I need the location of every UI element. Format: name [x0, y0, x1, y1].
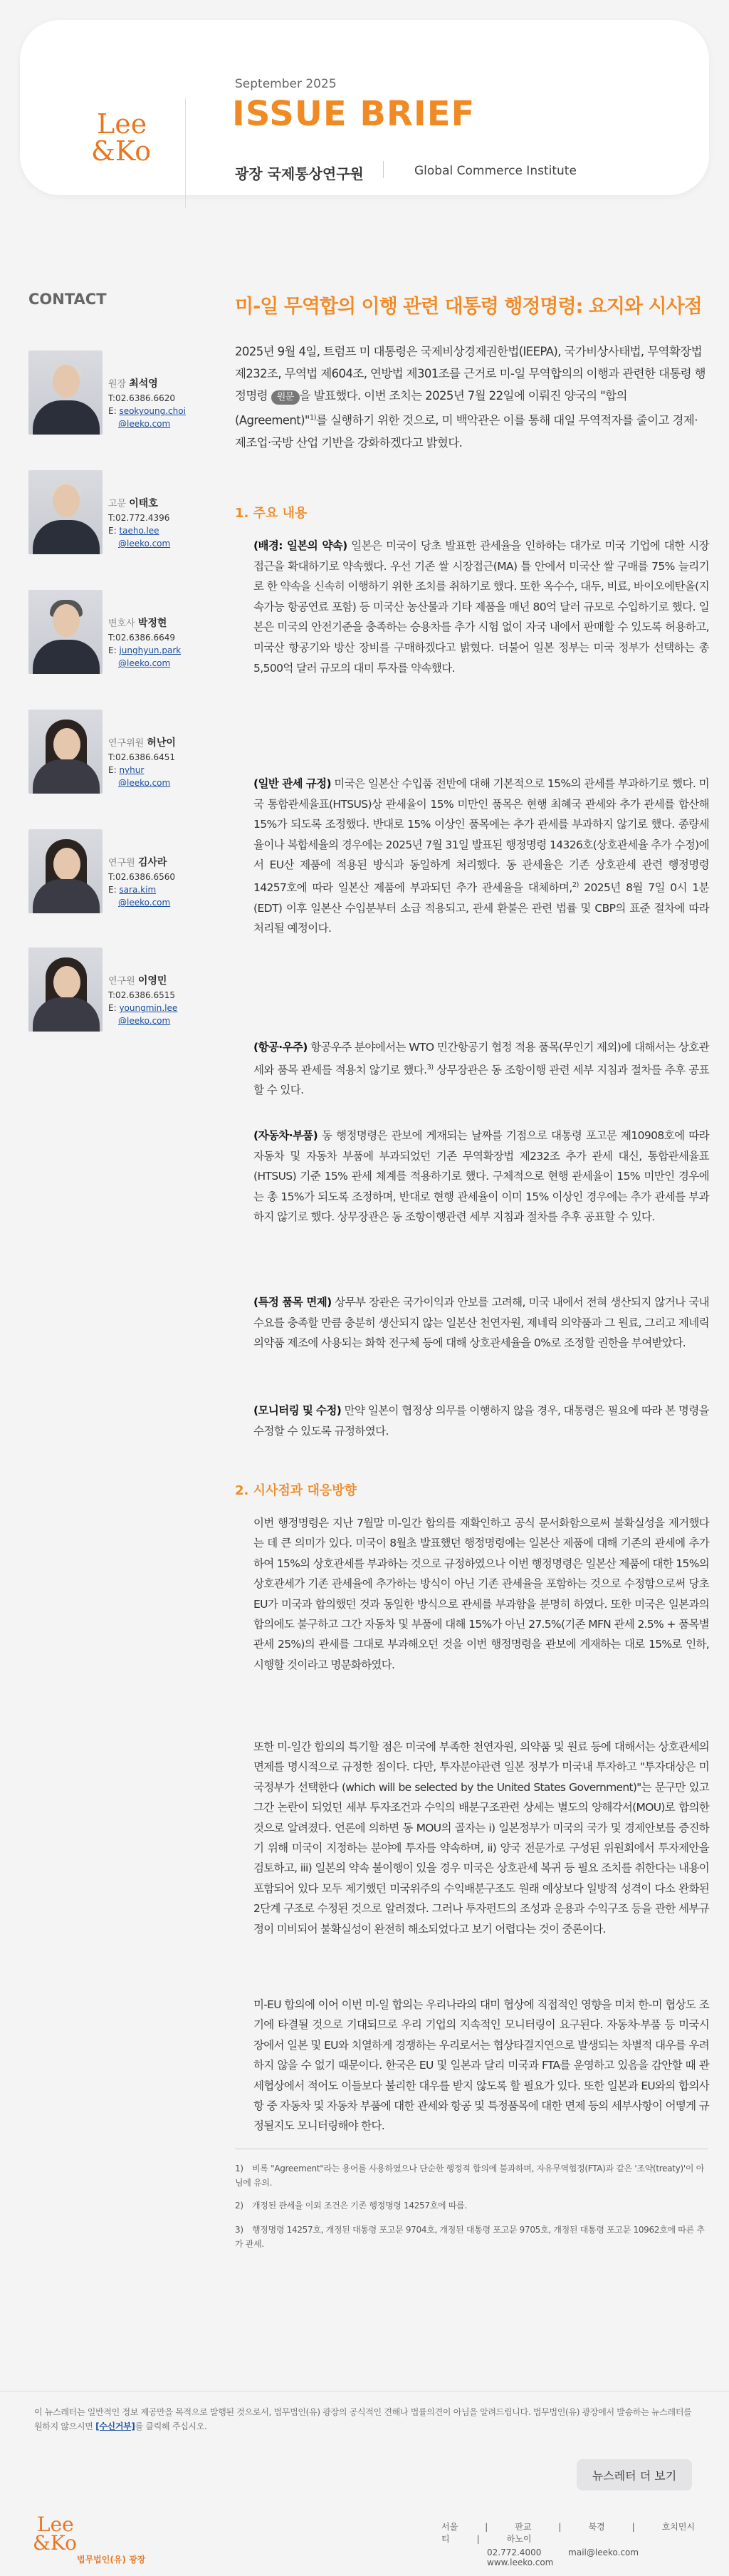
- lead-paragraph: [235, 341, 708, 454]
- firm-name: 법무법인(유) 광장: [77, 2555, 146, 2565]
- contact-role: 연구원: [108, 858, 138, 868]
- section-heading-1: 1. 주요 내용: [235, 506, 308, 521]
- contact-tel: T:02.6386.6515: [108, 990, 176, 1000]
- contact-role-name: [108, 616, 167, 630]
- disclaimer-text-tail: 를 클릭해 주십시오.: [135, 2421, 207, 2431]
- footnote-3: [235, 2223, 708, 2251]
- office-list: [441, 2520, 729, 2545]
- contact-email-domain[interactable]: @leeko.com: [118, 898, 171, 908]
- paragraph-body: 만약 일본이 협정상 의무를 이행하지 않을 경우, 대통령은 필요에 따라 본 명령을 수정할 수 있도록 규정하였다.: [253, 1404, 709, 1438]
- contact-tel: T:02.6386.6560: [108, 872, 176, 882]
- paragraph-body-tail: 상무장관은 동 조항이행 관련 세부 지침과 절차를 추후 공표할 수 있다.: [253, 1063, 709, 1097]
- firm-contacts: [487, 2548, 729, 2567]
- contact-email[interactable]: E: youngmin.lee: [108, 1003, 178, 1013]
- contact-name: 박정현: [137, 618, 167, 629]
- avatar: [28, 829, 103, 913]
- contact-role-name: [108, 973, 167, 987]
- contact-role: 연구원: [108, 976, 138, 987]
- contact-name: 이태호: [129, 498, 158, 509]
- contact-tel: T:02.6386.6620: [108, 393, 176, 403]
- office-item[interactable]: 하노이: [506, 2534, 532, 2544]
- footer-logo-text-1: Lee: [37, 2513, 74, 2536]
- footnote-ref-3: 3): [426, 1063, 434, 1071]
- paragraph-body: 항공우주 분야에서는 WTO 민간항공기 협정 적용 품목(무인기 제외)에 대해서는 상호관세와 품목 관세를 적용치 않기로 했다.: [253, 1041, 709, 1076]
- paragraph-body: 미국은 일본산 수입품 전반에 대해 기본적으로 15%의 관세를 부과하기로 했다. 미국 통합관세율표(HTSUS)상 관세율이 15% 미만인 품목은 현행 최혜국 관세와 추가 관세를 합산해 15%가 되도록 조정했다. 반대로 15% 이상인 품목에는 추가 관세를 부과하지 않기로 했다. 종량세율이나 복합세율의 경우에는 2025년 7월 31일 발표된 행정명령 14326호(상호관세율 추가 수정)에서 EU산 제품에 적용된 방식과 동일하게 처리했다. 동 관세율은 기존 상호관세 관련 행정명령 14257호에 따라 일본산 제품에 부과되던 추가 관세율을 대체하며,: [253, 777, 709, 895]
- paragraph-body: 일본은 미국이 당초 발표한 관세율을 인하하는 대가로 미국 기업에 대한 시장 접근을 확대하기로 약속했다. 우선 기존 쌀 시장접근(MA) 틀 안에서 미국산 쌀 구매를 75% 늘리기로 한 약속을 신속히 이행하기 위한 조치를 취하기로 했다. 또한 옥수수, 대두, 비료, 바이오에탄올(지속가능 항공연료 포함) 등 미국산 농산물과 기타 제품을 매년 80억 달러 규모로 수입하기로 했다. 일본은 미국의 안전기준을 충족하는 승용차를 추가 시험 없이 자국 내에서 판매할 수 있도록 허용하고, 미국산 항공기와 방산 장비를 구매하겠다고 밝혔다. 더불어 일본 정부는 미국 정부가 선택하는 총 5,500억 달러 규모의 대미 투자를 약속했다.: [253, 539, 709, 675]
- avatar: [28, 590, 103, 674]
- footer-logo-text-2: &Ko: [33, 2531, 77, 2555]
- footnote-text: 행정명령 14257호, 개정된 대통령 포고문 9704호, 개정된 대통령 포고문 9705호, 개정된 대통령 포고문 10962호에 따른 추가 관세.: [235, 2225, 705, 2249]
- office-separator: |: [485, 2522, 488, 2532]
- institute-name: 광장 국제통상연구원: [235, 165, 364, 182]
- logo-text-2: &Ko: [91, 135, 152, 167]
- paragraph-aerospace: [253, 1037, 709, 1101]
- contact-tel: T:02.772.4396: [108, 513, 170, 523]
- avatar: [28, 710, 103, 794]
- contact-email[interactable]: E: seokyoung.choi: [108, 406, 186, 416]
- paragraph-head: (배경: 일본의 약속): [253, 539, 347, 552]
- contact-card: [28, 829, 206, 922]
- contact-role-name: [108, 735, 176, 749]
- contact-email[interactable]: E: taeho.lee: [108, 526, 159, 536]
- footnote-number: 1): [235, 2164, 243, 2174]
- footnote-1: [235, 2161, 708, 2190]
- lead-text-a: 2025년 9월 4일, 트럼프 미 대통령은 국제비상경제권한법(IEEPA), 국가비상사태법, 무역확장법 제232조, 무역법 제604조, 연방법 제301조를 근거로 미-일 무역합의의 이행과 관련한 대통령 행정명령: [235, 345, 706, 402]
- office-item[interactable]: 판교: [515, 2522, 532, 2532]
- footnote-text: 개정된 관세율 이외 조건은 기존 행정명령 14257호에 따름.: [252, 2201, 467, 2211]
- paragraph-implications-1: 이번 행정명령은 지난 7월말 미-일간 합의를 재확인하고 공식 문서화함으로써 불확실성을 제거했다는 데 큰 의미가 있다. 미국이 8월초 발표했던 행정명령에는 일본산 제품에 대해 기존의 관세에 추가하여 15%의 상호관세를 부과하는 것으로 규정하였으나 이번 행정명령은 일본산 제품에 대한 15%의 상호관세가 기존 관세율에 추가하는 방식이 아닌 기존 관세율을 포함하는 것으로 수정함으로써 당초 EU가 미국과 합의했던 것과 동일한 방식으로 관세를 부과함을 분명히 하였다. 또한 미국은 일본과의 합의에도 불구하고 그간 자동차 및 부품에 대해 15%가 아닌 27.5%(기존 MFN 관세 2.5% + 품목별관세 25%)의 관세를 그대로 부과해오던 것을 이번 행정명령을 관보에 게재하는 대로 15%로 인하, 시행할 것이라고 명문화하였다.: [253, 1517, 709, 1671]
- paragraph-body: 상무부 장관은 국가이익과 안보를 고려해, 미국 내에서 전혀 생산되지 않거나 국내 수요를 충족할 만큼 충분히 생산되지 않는 일본산 천연자원, 제네릭 의약품과 그 원료, 그리고 제네릭 의약품 제조에 사용되는 화학 전구체 등에 대해 상호관세율을 0%로 조정할 권한을 부여받았다.: [253, 1296, 709, 1350]
- paragraph-body-tail: 2025년 8월 7일 0시 1분(EDT) 이후 일본산 수입분부터 소급 적용되고, 관세 환불은 관련 법률 및 CBP의 표준 절차에 따라 처리될 예정이다.: [253, 881, 709, 935]
- footnote-text: 비록 "Agreement"라는 용어를 사용하였으나 단순한 행정적 합의에 불과하며, 자유무역협정(FTA)과 같은 '조약(treaty)'이 아님에 유의.: [235, 2164, 704, 2188]
- avatar: [28, 350, 103, 435]
- paragraph-implications-3: 미-EU 합의에 이어 이번 미-일 합의는 우리나라의 대미 협상에 직접적인 영향을 미쳐 한-미 협상도 조기에 타결될 것으로 기대되므로 우리 기업의 지속적인 모니터링이 요구된다. 자동차·부품 등 미국시장에서 일본 및 EU와 치열하게 경쟁하는 우리로서는 협상타결지연으로 발생되는 차별적 대우를 우려하지 않을 수 없기 때문이다. 한국은 EU 및 일본과 달리 미국과 FTA를 운영하고 있음을 감안할 때 관세협상에서 적어도 이들보다 불리한 대우를 받지 않도록 할 필요가 있다. 또한 일본과 EU와의 합의사항 중 자동차 및 자동차 부품에 대한 관세와 항공 및 특정품목에 대한 면제 등의 세부사항이 어떻게 규정될지도 모니터링해야 한다.: [253, 1998, 709, 2133]
- disclaimer: [34, 2405, 696, 2434]
- section-heading-2: 2. 시사점과 대응방향: [235, 1483, 357, 1498]
- more-newsletters-button[interactable]: 뉴스레터 더 보기: [577, 2459, 692, 2491]
- paragraph-autos: [253, 1126, 709, 1227]
- footnote-number: 2): [235, 2201, 243, 2211]
- lee-ko-logo[interactable]: [84, 110, 151, 174]
- paragraph-head: (항공·우주): [253, 1041, 308, 1054]
- contact-card: [28, 947, 206, 1040]
- contact-card: [28, 470, 206, 563]
- paragraph-head: (자동차·부품): [253, 1129, 318, 1142]
- contact-heading: CONTACT: [28, 291, 107, 308]
- footnote-2: [235, 2198, 708, 2213]
- footnote-ref-2: 2): [572, 881, 579, 889]
- original-text-badge[interactable]: 원문: [271, 390, 300, 405]
- avatar: [28, 947, 103, 1032]
- article-title: 미-일 무역합의 이행 관련 대통령 행정명령: 요지와 시사점: [235, 296, 702, 318]
- contact-email[interactable]: E: sara.kim: [108, 885, 157, 895]
- contact-role: 원장: [108, 379, 130, 390]
- contact-email[interactable]: E: nyhur: [108, 765, 145, 775]
- office-item[interactable]: 서울: [441, 2522, 458, 2532]
- issue-brief-title: ISSUE BRIEF: [232, 94, 476, 134]
- lead-text-b: 을 발표했다. 이번 조치는 2025년 7월 22일에 이뤄진 양국의 "합의(Agreement)": [235, 389, 627, 427]
- avatar: [28, 470, 103, 554]
- firm-website[interactable]: www.leeko.com: [487, 2557, 554, 2567]
- paragraph-head: (특정 품목 면제): [253, 1296, 332, 1309]
- paragraph-monitoring: [253, 1401, 709, 1441]
- contact-card: [28, 710, 206, 802]
- contact-tel: T:02.6386.6649: [108, 633, 176, 643]
- contact-email-domain[interactable]: @leeko.com: [118, 778, 171, 788]
- lead-text-c: 를 실행하기 위한 것으로, 미 백악관은 이를 통해 대일 무역적자를 줄이고 경제·제조업·국방 산업 기반을 강화하겠다고 밝혔다.: [235, 413, 698, 450]
- contact-role: 연구위원: [108, 738, 147, 749]
- paragraph-general-tariff: [253, 774, 709, 939]
- paragraph-body: 동 행정명령은 관보에 게재되는 날짜를 기점으로 대통령 포고문 제10908호에 따라 자동차 및 자동차 부품에 부과되었던 기존 무역확장법 제232조 추가 관세 대신, 통합관세율표(HTSUS) 기준 15% 관세 체계를 적용하기로 했다. 구체적으로 현행 관세율이 15% 미만인 경우에는 총 15%가 되도록 조정하며, 반대로 현행 관세율이 이미 15% 이상인 경우에는 추가 관세를 부과하지 않기로 했다. 상무장관은 동 조항이행관련 세부 지침과 절차를 추후 공표할 수 있다.: [253, 1129, 709, 1224]
- office-separator: |: [558, 2522, 562, 2532]
- office-item[interactable]: 호치민시티: [441, 2522, 696, 2544]
- contact-card: [28, 350, 206, 443]
- contact-tel: T:02.6386.6451: [108, 752, 176, 762]
- footnote-number: 3): [235, 2225, 243, 2235]
- office-separator: |: [631, 2522, 635, 2532]
- contact-role: 고문: [108, 499, 130, 509]
- institute-name-en: Global Commerce Institute: [414, 164, 577, 178]
- firm-email[interactable]: mail@leeko.com: [568, 2548, 639, 2557]
- contact-role-name: [108, 855, 167, 869]
- contact-email-domain[interactable]: @leeko.com: [118, 658, 171, 668]
- contact-email[interactable]: E: junghyun.park: [108, 645, 182, 655]
- contact-name: 최석영: [129, 378, 158, 390]
- disclaimer-text: 이 뉴스레터는 일반적인 정보 제공만을 목적으로 발행된 것으로서, 법무법인(유) 광장의 공식적인 견해나 법률의견이 아님을 알려드립니다. 법무법인(유) 광장에서 발송하는 뉴스레터를 원하지 않으시면: [34, 2407, 692, 2431]
- paragraph-background: [253, 536, 709, 678]
- header-divider: [185, 98, 186, 208]
- contact-name: 허난이: [147, 737, 176, 749]
- paragraph-head: (모니터링 및 수정): [253, 1404, 342, 1417]
- paragraph-implications-2: 또한 미-일간 합의의 특기할 점은 미국에 부족한 천연자원, 의약품 및 원료 등에 대해서는 상호관세의 면제를 명시적으로 규정한 점이다. 다만, 투자분야관련 일본 정부가 미국내 투자하고 "투자대상은 미국정부가 선택한다 (which will be selected by the United States Government)"는 문구만 있고 그간 논란이 되었던 세부 투자조건과 수익의 배분구조관련 상세는 별도의 양해각서(MOU)로 합의한 것으로 알려졌다. 언론에 의하면 동 MOU의 골자는 i) 일본정부가 미국의 국가 및 경제안보를 증진하기 위해 미국이 지정하는 분야에 투자를 약속하며, ii) 양국 전문가로 구성된 위원회에서 투자제안을 검토하고, iii) 일본의 약속 불이행이 있을 경우 미국은 상호관세 복귀 등 필요 조치를 취한다는 내용이 포함되어 있다 모두 제기했던 미국위주의 수익배분구조도 원래 예상보다 일방적 성격이 다소 완화된 2단계 구조로 수정된 것으로 알려졌다. 그러나 투자펀드의 조성과 운용과 수익구조 등을 관한 세부규정이 미비되어 불확실성이 완전히 해소되었다고 보기 어렵다는 것이 중론이다.: [253, 1740, 709, 1936]
- contact-role-name: [108, 376, 158, 390]
- office-item[interactable]: 북경: [588, 2522, 605, 2532]
- office-separator: |: [476, 2534, 480, 2544]
- unsubscribe-link[interactable]: [수신거부]: [95, 2421, 135, 2431]
- contact-name: 김사라: [137, 857, 167, 868]
- contact-email-domain[interactable]: @leeko.com: [118, 1016, 171, 1026]
- contact-card: [28, 590, 206, 682]
- contact-role-name: [108, 496, 158, 510]
- issue-date: September 2025: [235, 77, 337, 91]
- logo-text-1: Lee: [97, 108, 147, 140]
- institute-separator: [383, 161, 384, 178]
- contact-name: 이영민: [137, 975, 167, 987]
- contact-email-domain[interactable]: @leeko.com: [118, 419, 171, 429]
- paragraph-exemptions: [253, 1292, 709, 1354]
- contact-role: 변호사: [108, 618, 138, 629]
- contact-email-domain[interactable]: @leeko.com: [118, 539, 171, 549]
- footnote-ref-1: 1): [309, 414, 316, 422]
- paragraph-head: (일반 관세 규정): [253, 777, 331, 790]
- firm-phone[interactable]: 02.772.4000: [487, 2548, 542, 2557]
